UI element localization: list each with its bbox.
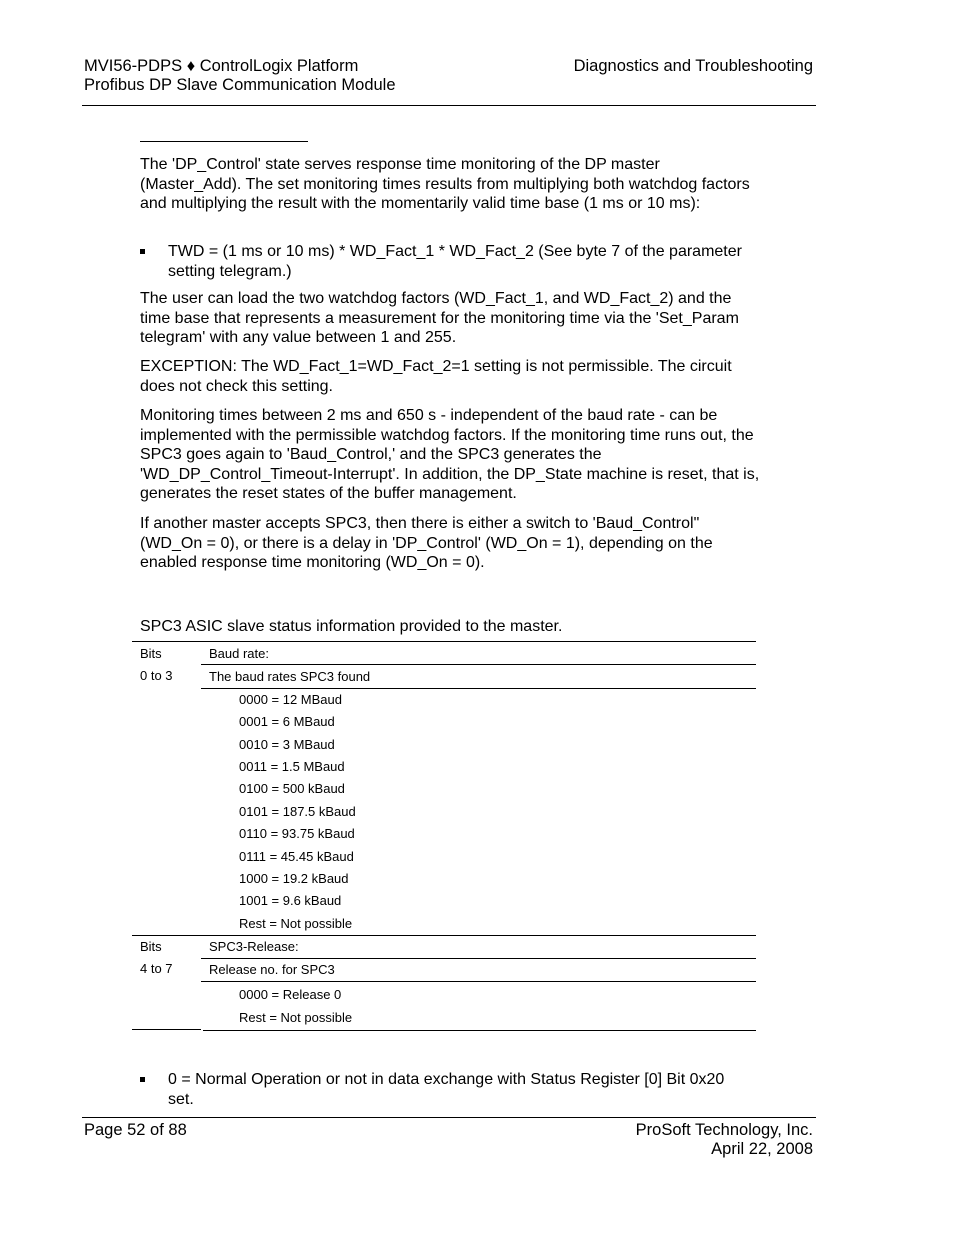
baud-value: 0110 = 93.75 kBaud [239, 826, 355, 841]
group1-bits-label: Bits [140, 646, 162, 661]
baud-value: 0001 = 6 MBaud [239, 714, 335, 729]
baud-value: 0101 = 187.5 kBaud [239, 804, 356, 819]
section-rule [140, 141, 308, 142]
header-rule [82, 105, 816, 106]
group1-subtitle-rule [201, 688, 756, 689]
paragraph-dp-control: The 'DP_Control' state serves response time monitoring of the DP master (Master_Add). The set monitoring times results from multiplying both watchdog factors and multiplying the result with the momentarily valid time base (1 ms or 10 ms): [140, 156, 750, 212]
group1-title: Baud rate: [209, 646, 269, 661]
group2-title: SPC3-Release: [209, 939, 299, 954]
release-value: 0000 = Release 0 [239, 987, 342, 1002]
header-product-line: MVI56-PDPS ♦ ControlLogix Platform [84, 57, 359, 75]
group1-subtitle: The baud rates SPC3 found [209, 669, 371, 684]
footer-page-number: Page 52 of 88 [84, 1121, 187, 1139]
paragraph-exception: EXCEPTION: The WD_Fact_1=WD_Fact_2=1 setting is not permissible. The circuit does not check this setting. [140, 358, 732, 395]
baud-value: Rest = Not possible [239, 916, 353, 931]
baud-value: 0011 = 1.5 MBaud [239, 759, 345, 774]
paragraph-watchdog-factors: The user can load the two watchdog factors (WD_Fact_1, and WD_Fact_2) and the time base that represents a measurement for the monitoring time via the 'Set_Param telegram' with any value between 1 and 255. [140, 290, 739, 346]
table-caption: SPC3 ASIC slave status information provided to the master. [140, 618, 563, 635]
header-section-title: Diagnostics and Troubleshooting [573, 57, 813, 75]
baud-value: 1000 = 19.2 kBaud [239, 871, 349, 886]
baud-value: 1001 = 9.6 kBaud [239, 893, 342, 908]
baud-value: 0111 = 45.45 kBaud [239, 849, 354, 864]
group-separator-rule [132, 935, 756, 936]
group2-subtitle-rule [201, 981, 756, 982]
group2-bits-label: Bits [140, 939, 162, 954]
baud-value: 0010 = 3 MBaud [239, 737, 335, 752]
group2-subtitle: Release no. for SPC3 [209, 962, 335, 977]
paragraph-another-master: If another master accepts SPC3, then there is either a switch to 'Baud_Control" (WD_On = 0), or there is a delay in 'DP_Control' (WD_On = 1), depending on the enabled response time monitoring (WD_On = 0). [140, 515, 713, 571]
bullet-marker [140, 1077, 145, 1082]
group1-bits-range: 0 to 3 [140, 668, 173, 683]
baud-value: 0000 = 12 MBaud [239, 692, 342, 707]
bullet-twd-text: TWD = (1 ms or 10 ms) * WD_Fact_1 * WD_Fact_2 (See byte 7 of the parameter setting telegram.) [168, 243, 742, 280]
group1-title-rule [201, 664, 756, 665]
release-value: Rest = Not possible [239, 1010, 353, 1025]
footer-date: April 22, 2008 [711, 1140, 813, 1158]
table-bottom-rule-left [132, 1029, 201, 1030]
baud-value: 0100 = 500 kBaud [239, 781, 345, 796]
table-bottom-rule-right [203, 1030, 756, 1031]
footer-rule [82, 1117, 816, 1118]
footer-company: ProSoft Technology, Inc. [635, 1121, 813, 1139]
bullet-normal-operation-text: 0 = Normal Operation or not in data exchange with Status Register [0] Bit 0x20 set. [168, 1071, 725, 1108]
group2-bits-range: 4 to 7 [140, 961, 173, 976]
bullet-marker [140, 249, 145, 254]
paragraph-monitoring-times: Monitoring times between 2 ms and 650 s - independent of the baud rate - can be implemented with the permissible watchdog factors. If the monitoring time runs out, the SPC3 goes again to 'Baud_Control,' and the SPC3 generates the 'WD_DP_Control_Timeout-Interrupt'. In addition, the DP_State machine is reset, that is, generates the reset states of the buffer management. [140, 407, 760, 502]
table-top-rule [132, 641, 756, 642]
group2-title-rule [201, 958, 756, 959]
header-module-name: Profibus DP Slave Communication Module [84, 76, 396, 94]
